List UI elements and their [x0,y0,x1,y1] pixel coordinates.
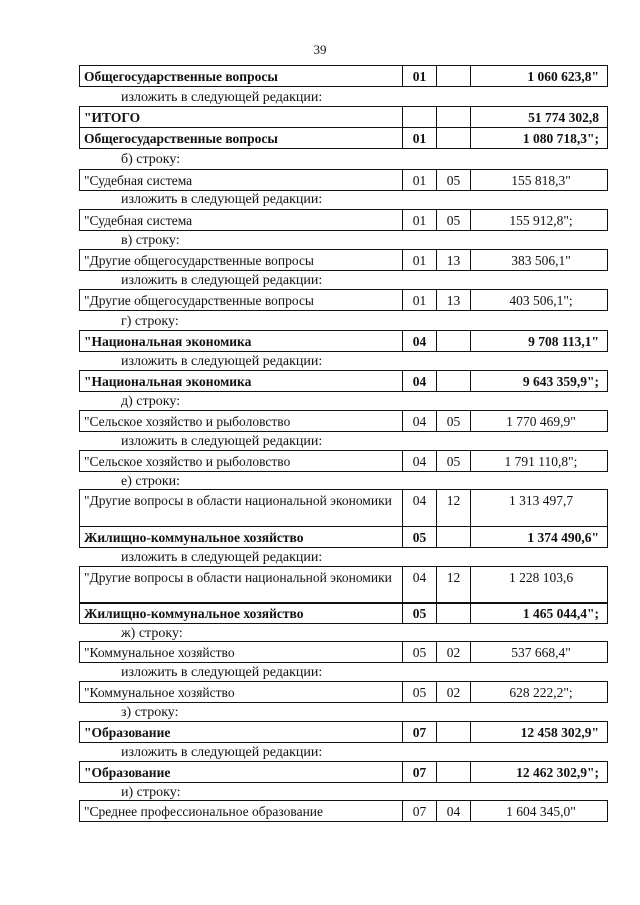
row-razdel: 01 [402,249,436,271]
table-row [79,721,608,743]
row-razdel: 07 [402,761,436,783]
row-amount: 537 668,4" [470,641,608,663]
row-name: "Сельское хозяйство и рыболовство [79,410,402,432]
row-amount: 12 458 302,9" [470,721,608,743]
instruction-text: и) строку: [121,785,181,800]
row-name: Общегосударственные вопросы [79,65,402,87]
instruction-text: д) строку: [121,394,181,409]
table-row [79,410,608,432]
row-razdel: 01 [402,289,436,311]
table-row [79,450,608,472]
row-name: "Судебная система [79,169,402,191]
row-amount: 12 462 302,9"; [470,761,608,783]
row-amount: 1 791 110,8"; [470,450,608,472]
row-name: "Образование [79,721,402,743]
instruction-text: изложить в следующей редакции: [121,665,323,680]
instruction-text: изложить в следующей редакции: [121,550,323,565]
page-number: 39 [313,42,327,57]
instruction-text: в) строку: [121,233,180,248]
instruction-text: б) строку: [121,152,181,167]
row-razdel [402,106,436,128]
row-razdel: 05 [402,641,436,663]
table-row [79,127,608,149]
row-podrazdel [436,721,470,743]
row-podrazdel [436,127,470,149]
row-podrazdel: 13 [436,289,470,311]
row-amount: 1 770 469,9" [470,410,608,432]
row-name: "Коммунальное хозяйство [79,681,402,703]
row-podrazdel [436,106,470,128]
row-razdel: 04 [402,489,436,527]
row-razdel: 05 [402,681,436,703]
table-row [79,289,608,311]
table-row [79,249,608,271]
row-name: "Национальная экономика [79,370,402,392]
row-name: "Другие вопросы в области национальной экономики [79,566,402,604]
row-podrazdel: 05 [436,209,470,231]
row-podrazdel [436,370,470,392]
instruction-text: изложить в следующей редакции: [121,192,323,207]
row-name: "Другие общегосударственные вопросы [79,289,402,311]
row-amount: 383 506,1" [470,249,608,271]
table-row [79,566,608,604]
row-razdel: 01 [402,209,436,231]
row-name: "Среднее профессиональное образование [79,800,402,822]
table-row [79,330,608,352]
row-name: "Образование [79,761,402,783]
row-name: "Сельское хозяйство и рыболовство [79,450,402,472]
table-row [79,681,608,703]
row-name: "Национальная экономика [79,330,402,352]
row-razdel: 01 [402,65,436,87]
row-amount: 155 912,8"; [470,209,608,231]
instruction-text: изложить в следующей редакции: [121,273,323,288]
row-podrazdel: 13 [436,249,470,271]
row-name: "ИТОГО [79,106,402,128]
table-row [79,489,608,527]
row-amount: 403 506,1"; [470,289,608,311]
instruction-text: изложить в следующей редакции: [121,745,323,760]
row-razdel: 04 [402,370,436,392]
row-podrazdel [436,526,470,548]
row-podrazdel: 05 [436,410,470,432]
instruction-text: е) строки: [121,474,181,489]
instruction-text: г) строку: [121,314,179,329]
row-podrazdel [436,330,470,352]
row-podrazdel: 05 [436,169,470,191]
row-podrazdel [436,761,470,783]
row-razdel: 07 [402,800,436,822]
row-razdel: 04 [402,566,436,604]
instruction-text: изложить в следующей редакции: [121,90,323,105]
row-razdel: 07 [402,721,436,743]
table-row [79,370,608,392]
instruction-text: ж) строку: [121,626,183,641]
table-row [79,169,608,191]
row-razdel: 05 [402,526,436,548]
table-row [79,209,608,231]
table-row [79,602,608,624]
row-podrazdel [436,65,470,87]
row-razdel: 04 [402,410,436,432]
row-amount: 1 060 623,8" [470,65,608,87]
row-name: "Коммунальное хозяйство [79,641,402,663]
row-amount: 1 313 497,7 [470,489,608,527]
table-row [79,526,608,548]
row-podrazdel: 02 [436,681,470,703]
table-row [79,106,608,128]
row-amount: 1 374 490,6" [470,526,608,548]
row-podrazdel: 02 [436,641,470,663]
row-name: "Другие общегосударственные вопросы [79,249,402,271]
row-amount: 1 080 718,3"; [470,127,608,149]
instruction-text: изложить в следующей редакции: [121,354,323,369]
row-amount: 155 818,3" [470,169,608,191]
table-row [79,800,608,822]
table-row [79,65,608,87]
row-amount: 9 708 113,1" [470,330,608,352]
row-razdel: 05 [402,602,436,624]
row-amount: 1 465 044,4"; [470,602,608,624]
instruction-text: изложить в следующей редакции: [121,434,323,449]
row-amount: 1 228 103,6 [470,566,608,604]
row-razdel: 04 [402,330,436,352]
instruction-text: з) строку: [121,705,179,720]
row-podrazdel: 12 [436,566,470,604]
row-amount: 1 604 345,0" [470,800,608,822]
row-podrazdel [436,602,470,624]
table-row [79,761,608,783]
row-amount: 51 774 302,8 [470,106,608,128]
row-podrazdel: 05 [436,450,470,472]
row-razdel: 01 [402,169,436,191]
row-name: "Другие вопросы в области национальной экономики [79,489,402,527]
row-podrazdel: 04 [436,800,470,822]
row-amount: 9 643 359,9"; [470,370,608,392]
table-row [79,641,608,663]
row-name: "Судебная система [79,209,402,231]
row-name: Жилищно-коммунальное хозяйство [79,602,402,624]
row-razdel: 01 [402,127,436,149]
row-name: Общегосударственные вопросы [79,127,402,149]
row-podrazdel: 12 [436,489,470,527]
row-name: Жилищно-коммунальное хозяйство [79,526,402,548]
row-razdel: 04 [402,450,436,472]
row-amount: 628 222,2"; [470,681,608,703]
